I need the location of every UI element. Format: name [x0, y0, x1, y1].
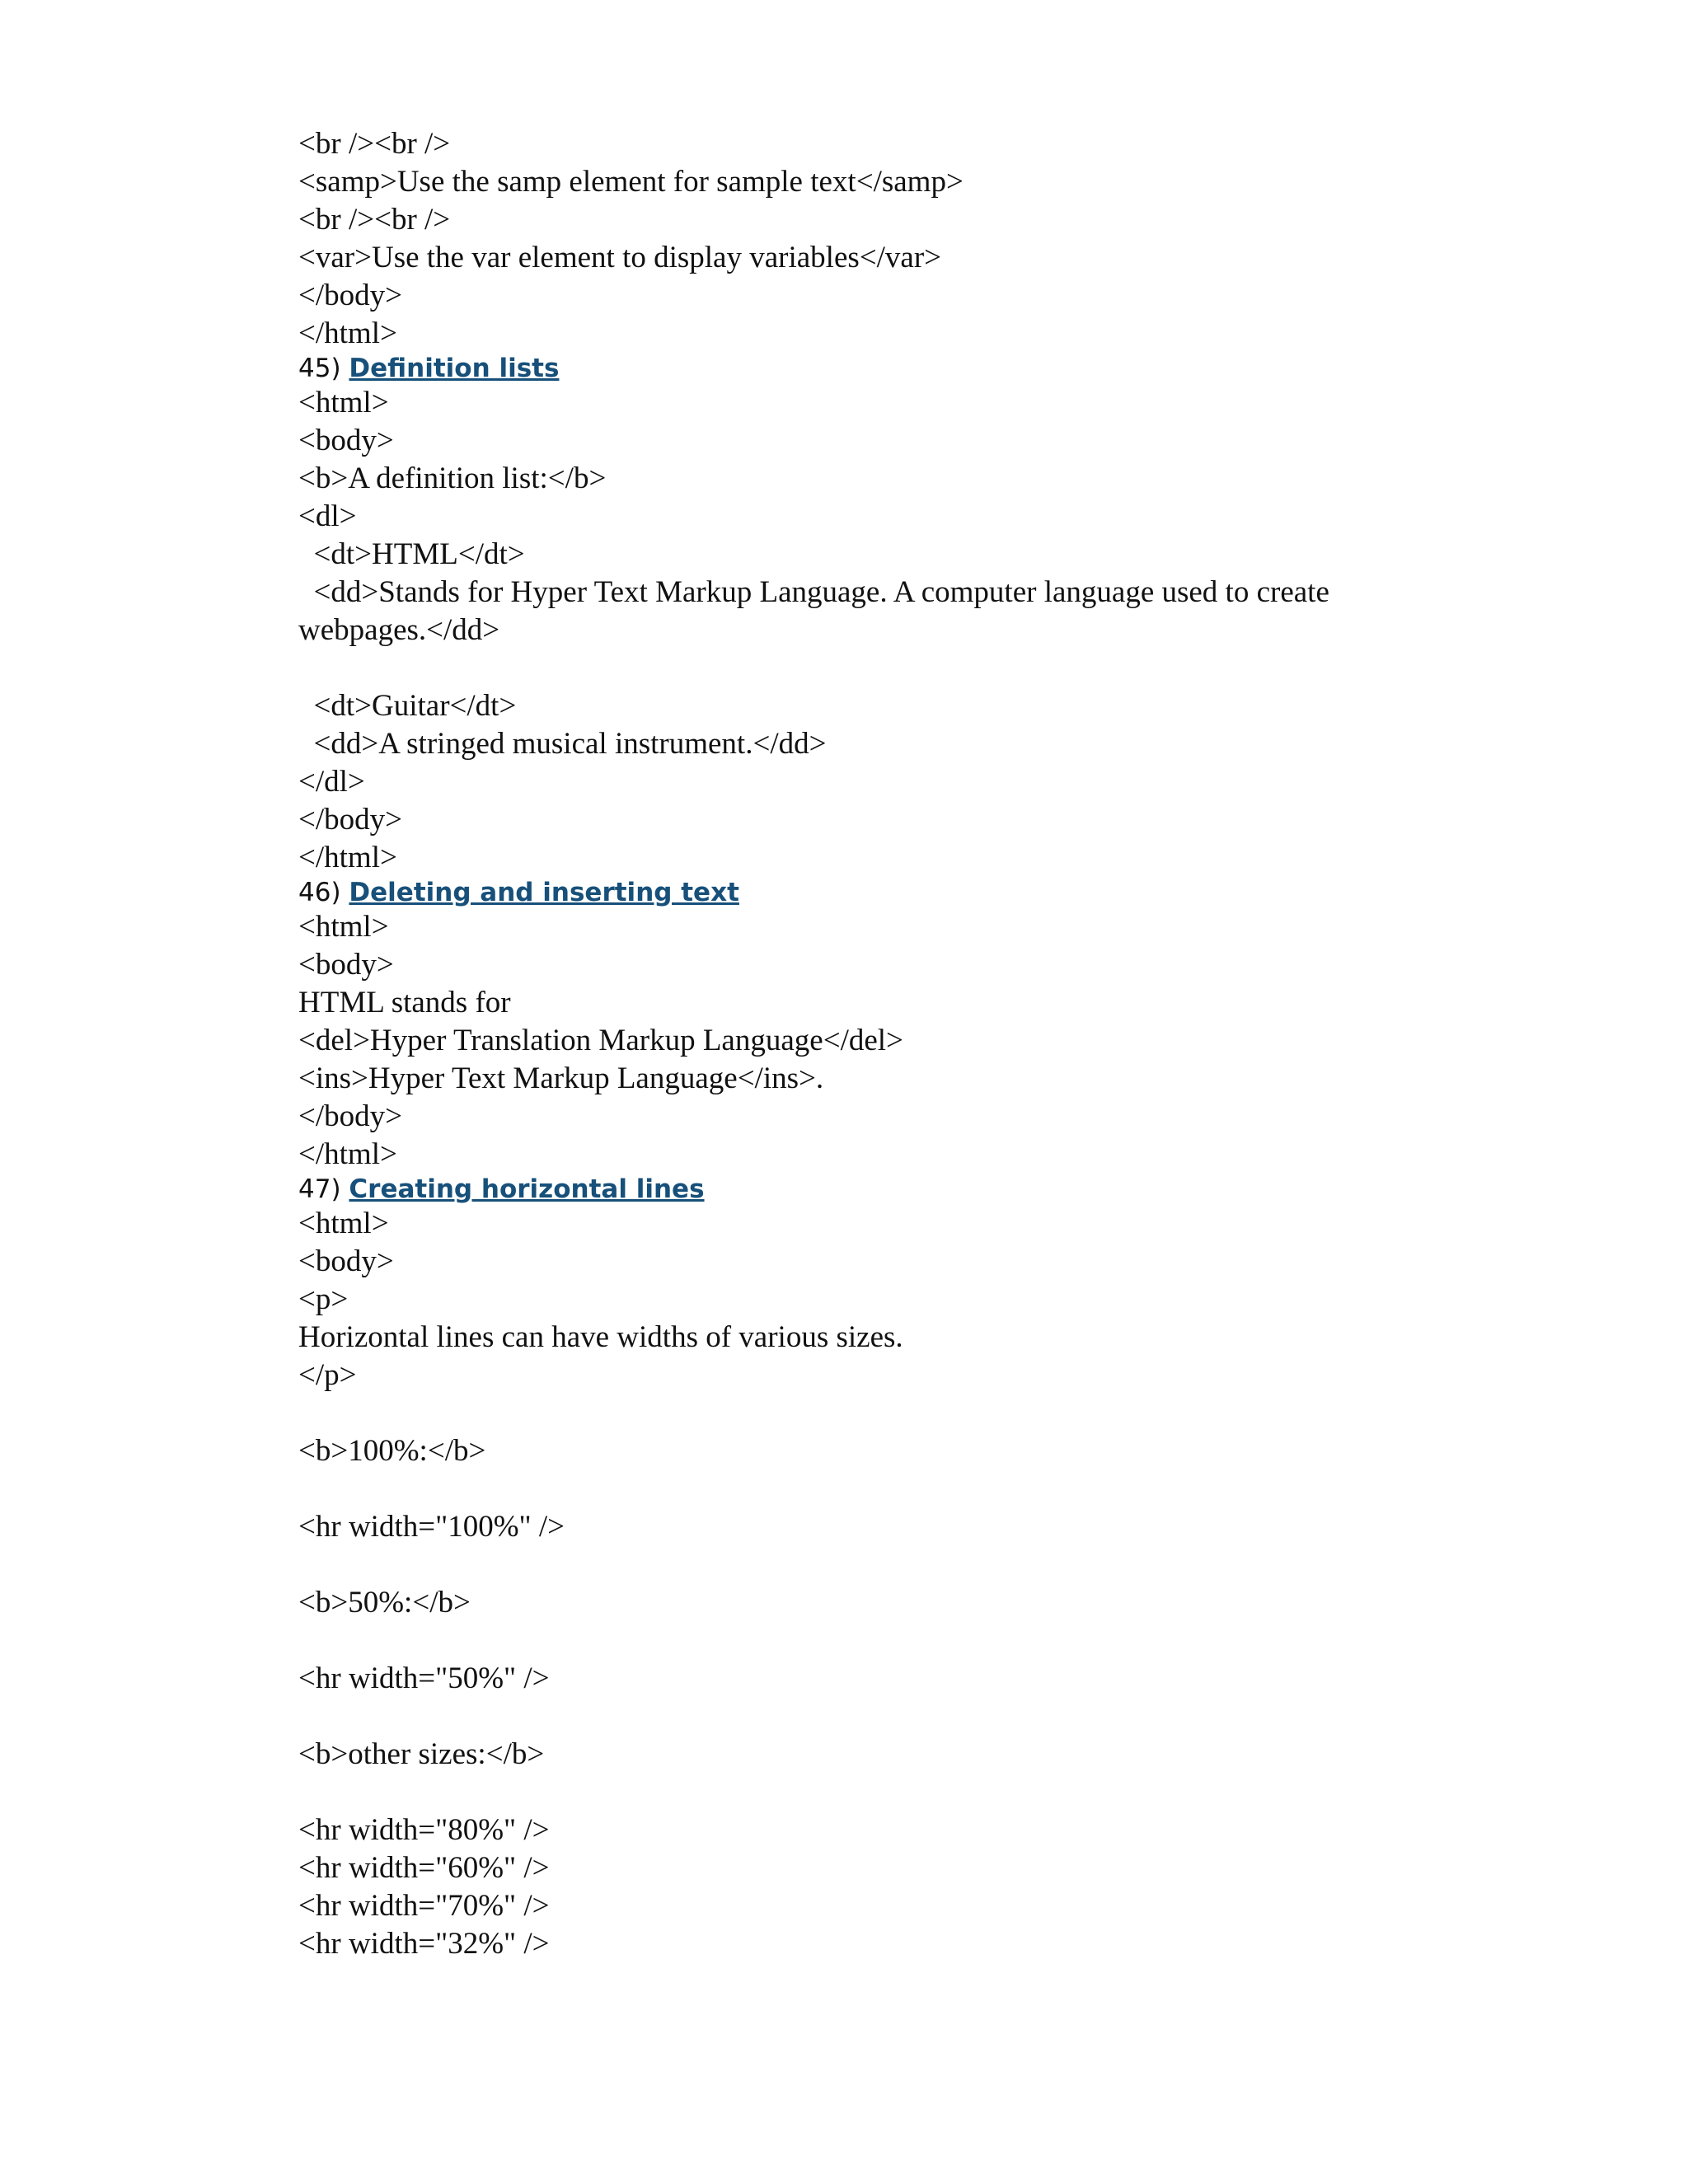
- document-page: [298, 125, 1452, 1963]
- code-line: </p>: [298, 1358, 357, 1392]
- code-line: webpages.</dd>: [298, 613, 500, 647]
- code-line: <b>A definition list:</b>: [298, 462, 607, 495]
- code-line: </body>: [298, 279, 403, 312]
- code-line: </html>: [298, 316, 397, 350]
- code-line: </html>: [298, 1137, 397, 1171]
- code-line: <dt>HTML</dt>: [298, 537, 525, 571]
- code-line: <body>: [298, 424, 394, 457]
- section-title-link[interactable]: Deleting and inserting text: [349, 878, 739, 907]
- section-title-link[interactable]: Creating horizontal lines: [349, 1174, 705, 1204]
- code-line: <b>other sizes:</b>: [298, 1737, 545, 1771]
- code-line: <html>: [298, 386, 389, 419]
- code-line: <br /><br />: [298, 203, 451, 237]
- code-line: </html>: [298, 841, 397, 874]
- code-line: HTML stands for: [298, 986, 511, 1019]
- code-line: <ins>Hyper Text Markup Language</ins>.: [298, 1062, 824, 1095]
- code-line: <br /><br />: [298, 127, 451, 161]
- blank-line: [298, 1546, 1452, 1584]
- code-line: <samp>Use the samp element for sample text</samp>: [298, 165, 964, 199]
- blank-line: [298, 1698, 1452, 1736]
- section-number: 47): [298, 1174, 341, 1204]
- code-line: <hr width="60%" />: [298, 1851, 550, 1885]
- section-number: 46): [298, 878, 341, 907]
- code-line: <hr width="80%" />: [298, 1813, 550, 1847]
- code-line: <html>: [298, 910, 389, 944]
- code-line: Horizontal lines can have widths of various sizes.: [298, 1320, 903, 1354]
- section-heading: [298, 353, 1452, 384]
- code-line: <body>: [298, 1244, 394, 1278]
- code-line: <dt>Guitar</dt>: [298, 689, 517, 723]
- code-line: <del>Hyper Translation Markup Language</del>: [298, 1024, 903, 1057]
- code-line: </body>: [298, 803, 403, 837]
- section-heading: [298, 1174, 1452, 1205]
- code-line: <hr width="32%" />: [298, 1927, 550, 1961]
- code-line: <html>: [298, 1207, 389, 1240]
- code-line: <dd>Stands for Hyper Text Markup Language. A computer language used to create: [298, 575, 1329, 609]
- code-line: <hr width="70%" />: [298, 1889, 550, 1923]
- section-heading: [298, 877, 1452, 908]
- code-line: <b>50%:</b>: [298, 1586, 471, 1619]
- code-line: <dl>: [298, 499, 357, 533]
- code-line: <p>: [298, 1282, 349, 1316]
- blank-line: [298, 1394, 1452, 1432]
- blank-line: [298, 1470, 1452, 1508]
- blank-line: [298, 1774, 1452, 1811]
- code-line: <dd>A stringed musical instrument.</dd>: [298, 727, 827, 761]
- code-line: <b>100%:</b>: [298, 1434, 486, 1468]
- blank-line: [298, 649, 1452, 687]
- code-line: <hr width="100%" />: [298, 1510, 565, 1544]
- blank-line: [298, 1622, 1452, 1660]
- section-number: 45): [298, 354, 341, 383]
- code-line: <hr width="50%" />: [298, 1661, 550, 1695]
- section-title-link[interactable]: Definition lists: [349, 354, 560, 383]
- code-line: </body>: [298, 1099, 403, 1133]
- code-line: <body>: [298, 948, 394, 982]
- code-line: <var>Use the var element to display variables</var>: [298, 241, 942, 274]
- code-line: </dl>: [298, 765, 365, 799]
